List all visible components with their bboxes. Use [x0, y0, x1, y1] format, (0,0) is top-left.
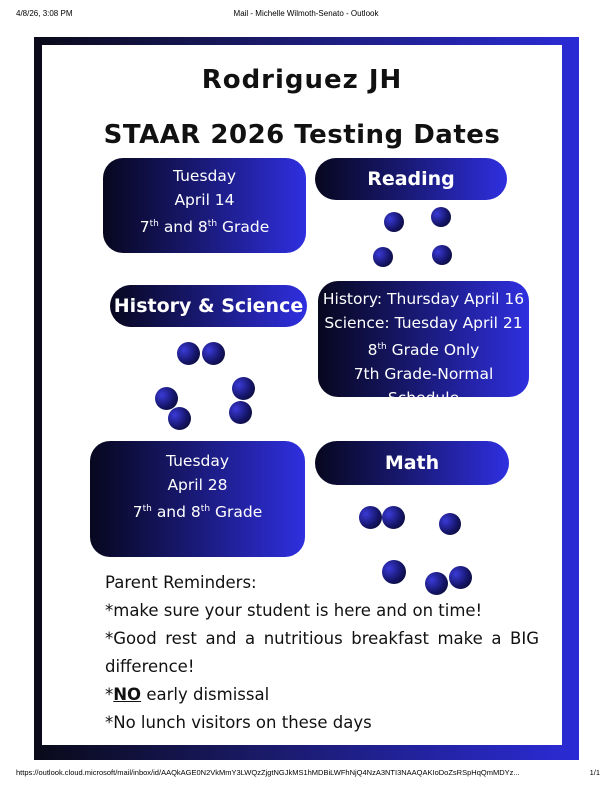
math-date-box: [90, 441, 305, 557]
reading-grades: 7th and 8th Grade: [139, 218, 270, 236]
print-header: [0, 9, 612, 23]
decor-dot: [229, 401, 252, 424]
math-grades: 7th and 8th Grade: [132, 503, 263, 521]
grade-7-normal: 7th Grade-Normal Schedule: [353, 365, 494, 407]
math-date: April 28: [167, 476, 228, 494]
history-science-label: History & Science: [110, 285, 307, 327]
reading-date-box: [103, 158, 306, 253]
math-label: Math: [315, 441, 509, 485]
reminder-rest: *Good rest and a nutritious breakfast make a BIG: [105, 629, 539, 648]
reading-date: April 14: [174, 191, 235, 209]
decor-dot: [439, 513, 461, 535]
decor-dot: [373, 247, 393, 267]
flyer: [34, 37, 579, 760]
decor-dot: [384, 212, 404, 232]
decor-dot: [425, 572, 448, 595]
print-url: https://outlook.cloud.microsoft/mail/inbox/id/AAQkAGE0N2VkMmY3LWQzZjgtNGJkMS1hMDBiLWFhNjQ4NzA3NTI3NAAQAKIoDoZsRSpHqQmMDYz...: [16, 768, 520, 777]
reminders-title: Parent Reminders:: [105, 573, 257, 592]
reminder-lunch: *No lunch visitors on these days: [105, 713, 372, 732]
decor-dot: [359, 506, 382, 529]
decor-dot: [432, 245, 452, 265]
decor-dot: [177, 342, 200, 365]
reading-day: Tuesday: [172, 167, 237, 185]
print-datetime: 4/8/26, 3:08 PM: [16, 9, 73, 18]
history-science-date-box: [318, 281, 529, 407]
decor-dot: [382, 506, 405, 529]
history-date: History: Thursday April 16: [322, 290, 525, 308]
decor-dot: [431, 207, 451, 227]
decor-dot: [232, 377, 255, 400]
grade-8-only: 8th Grade Only: [367, 341, 480, 359]
decor-dot: [155, 387, 178, 410]
math-day: Tuesday: [165, 452, 230, 470]
no-emphasis: NO: [113, 685, 142, 704]
decor-dot: [382, 560, 406, 584]
flyer-heading: STAAR 2026 Testing Dates: [103, 120, 501, 150]
reminder-rest-cont: difference!: [105, 657, 195, 676]
decor-dot: [449, 566, 472, 589]
reading-label: Reading: [315, 158, 507, 200]
decor-dot: [202, 342, 225, 365]
print-page: 1/1: [589, 768, 600, 777]
print-footer: [0, 768, 612, 782]
flyer-sheet: [42, 45, 562, 745]
school-name: Rodriguez JH: [201, 65, 403, 95]
reminder-dismissal: *NO early dismissal: [105, 685, 270, 704]
reminder-on-time: *make sure your student is here and on time!: [105, 601, 483, 620]
print-title: Mail - Michelle Wilmoth-Senato - Outlook: [233, 9, 379, 18]
decor-dot: [168, 407, 191, 430]
science-date: Science: Tuesday April 21: [324, 314, 523, 332]
